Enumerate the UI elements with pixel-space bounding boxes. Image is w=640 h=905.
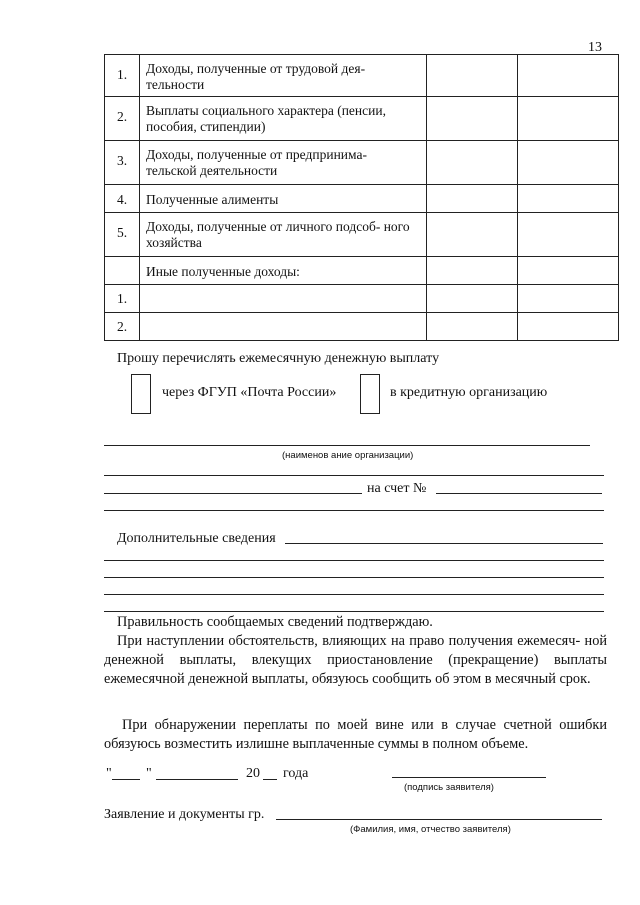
value-cell[interactable]: [518, 55, 619, 97]
organization-name-line[interactable]: [104, 445, 590, 446]
signature-line[interactable]: [392, 777, 546, 778]
value-cell[interactable]: [518, 185, 619, 213]
organization-line-3[interactable]: [104, 493, 362, 494]
additional-info-line[interactable]: [104, 611, 604, 612]
date-year-line[interactable]: [263, 779, 277, 780]
date-day-line[interactable]: [112, 779, 140, 780]
row-number: 1.: [105, 55, 140, 97]
value-cell[interactable]: [518, 257, 619, 285]
value-cell[interactable]: [427, 285, 518, 313]
row-text[interactable]: [140, 285, 427, 313]
table-row: [105, 257, 619, 285]
value-cell[interactable]: [518, 97, 619, 141]
overpayment-paragraph: При обнаружении переплаты по моей вине или в случае счетной ошибки обязуюсь возместить излишне выплаченные суммы в полном объеме.: [104, 717, 607, 752]
date-year-suffix: года: [283, 766, 309, 781]
date-month-line[interactable]: [156, 779, 238, 780]
account-label: на счет №: [367, 481, 427, 496]
payment-request-text: Прошу перечислять ежемесячную денежную выплату: [117, 351, 440, 366]
row-number: 3.: [105, 141, 140, 185]
date-quote-open: ": [106, 766, 112, 781]
table-row: [105, 97, 619, 141]
row-text: Выплаты социального характера (пенсии, пособия, стипендии): [140, 97, 427, 141]
additional-info-line[interactable]: [104, 560, 604, 561]
additional-info-label: Дополнительные сведения: [117, 531, 276, 546]
obligation-paragraph: При наступлении обстоятельств, влияющих на право получения ежемесяч- ной денежной выплаты, влекущих приостановление (прекращение) выплаты ежемесячной денежной выплаты, обязуюсь сообщить об этом в месячный срок.: [104, 633, 607, 687]
row-text: Иные полученные доходы:: [140, 257, 427, 285]
value-cell[interactable]: [427, 55, 518, 97]
row-number: 5.: [105, 213, 140, 257]
page-number: 13: [588, 40, 602, 55]
blank-line[interactable]: [104, 510, 604, 511]
account-number-line[interactable]: [436, 493, 602, 494]
table-row: [105, 55, 619, 97]
row-text: Доходы, полученные от личного подсоб- ного хозяйства: [140, 213, 427, 257]
value-cell[interactable]: [427, 185, 518, 213]
organization-line-2[interactable]: [104, 475, 604, 476]
row-number: 1.: [105, 285, 140, 313]
table-row: [105, 213, 619, 257]
value-cell[interactable]: [518, 213, 619, 257]
value-cell[interactable]: [518, 141, 619, 185]
row-text[interactable]: [140, 313, 427, 341]
value-cell[interactable]: [518, 313, 619, 341]
date-year-prefix: 20: [246, 766, 260, 781]
row-number: [105, 257, 140, 285]
additional-info-line[interactable]: [104, 594, 604, 595]
applicant-name-line[interactable]: [276, 819, 602, 820]
additional-info-line[interactable]: [285, 543, 603, 544]
value-cell[interactable]: [518, 285, 619, 313]
income-table: [104, 54, 619, 341]
post-option-checkbox[interactable]: [131, 374, 151, 414]
bank-option-checkbox[interactable]: [360, 374, 380, 414]
row-number: 4.: [105, 185, 140, 213]
row-number: 2.: [105, 313, 140, 341]
table-row: [105, 285, 619, 313]
value-cell[interactable]: [427, 141, 518, 185]
row-number: 2.: [105, 97, 140, 141]
additional-info-line[interactable]: [104, 577, 604, 578]
applicant-name-caption: (Фамилия, имя, отчество заявителя): [350, 824, 511, 835]
signature-caption: (подпись заявителя): [404, 782, 494, 793]
value-cell[interactable]: [427, 313, 518, 341]
table-row: [105, 141, 619, 185]
row-text: Доходы, полученные от предпринима- тельской деятельности: [140, 141, 427, 185]
table-row: [105, 313, 619, 341]
bank-option-label: в кредитную организацию: [390, 385, 548, 400]
confirmation-text: Правильность сообщаемых сведений подтверждаю.: [117, 614, 433, 630]
value-cell[interactable]: [427, 97, 518, 141]
value-cell[interactable]: [427, 257, 518, 285]
date-quote-close: ": [146, 766, 152, 781]
post-option-label: через ФГУП «Почта России»: [162, 385, 337, 400]
documents-label: Заявление и документы гр.: [104, 807, 265, 822]
table-row: [105, 185, 619, 213]
value-cell[interactable]: [427, 213, 518, 257]
organization-caption: (наименов ание организации): [282, 450, 414, 461]
row-text: Полученные алименты: [140, 185, 427, 213]
row-text: Доходы, полученные от трудовой дея- тельности: [140, 55, 427, 97]
